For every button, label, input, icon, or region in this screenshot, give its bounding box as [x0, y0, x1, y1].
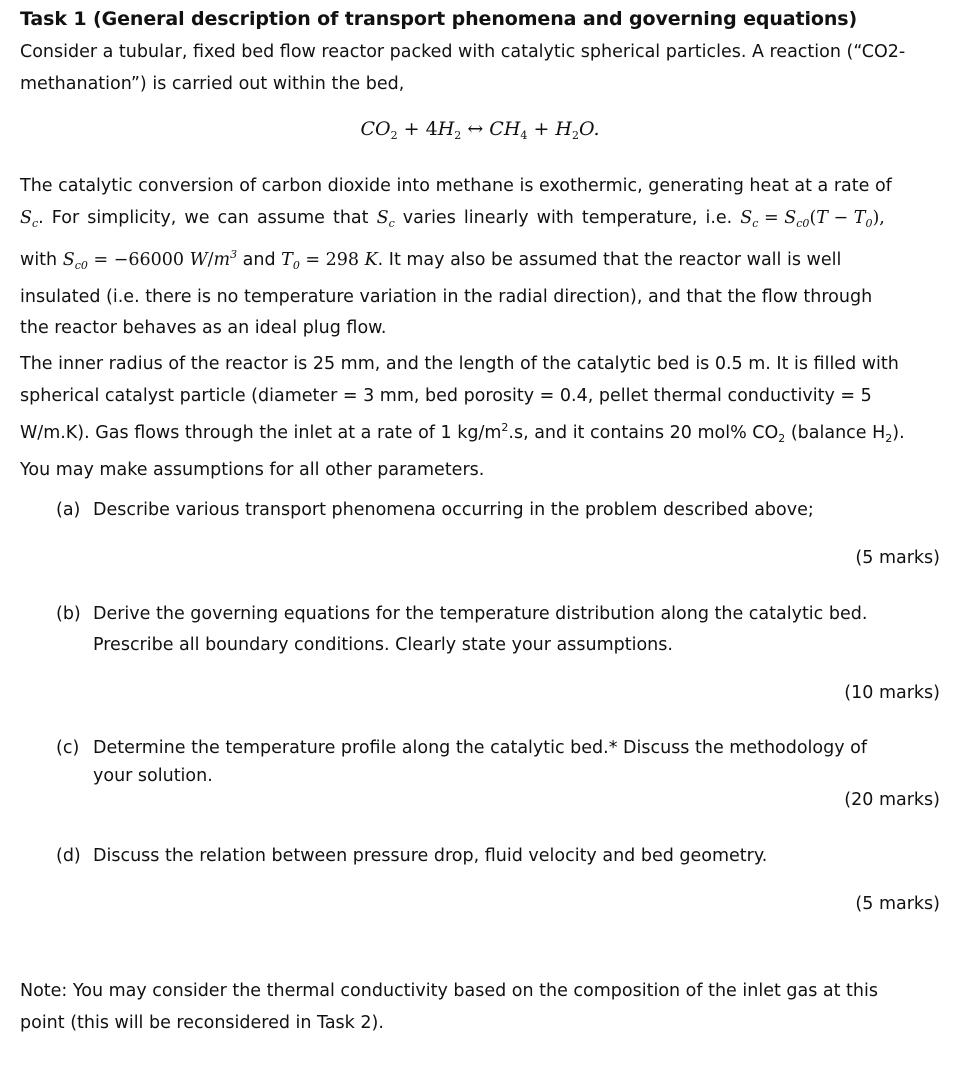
- para2-line-1: The inner radius of the reactor is 25 mm, and the length of the catalytic bed is 0.5 m. It is filled with: [20, 354, 899, 374]
- para2-line-2: spherical catalyst particle (diameter = 3 mm, bed porosity = 0.4, pellet thermal conductivity = 5: [20, 385, 872, 406]
- note-line-1: Note: You may consider the thermal conductivity based on the composition of the inlet gas at this: [20, 981, 878, 1001]
- question-d-label: (d): [56, 846, 81, 866]
- para1-line-3: with $S_{c0} = -66000$ $W/m^3$ and $T_0 = 298$ K. It may also be assumed that the reactor wall is well: [20, 248, 842, 272]
- note-paragraph: [20, 976, 940, 1039]
- question-a-text: Describe various transport phenomena occurring in the problem described above;: [93, 500, 814, 520]
- intro-paragraph: [20, 37, 940, 100]
- para1-line-4: insulated (i.e. there is no temperature variation in the radial direction), and that the flow through: [20, 286, 873, 307]
- question-b-text: Derive the governing equations for the temperature distribution along the catalytic bed. Prescribe all boundary conditions. Clearly state your assumptions.: [93, 604, 868, 655]
- question-d-marks: (5 marks): [855, 894, 940, 914]
- question-b-marks: (10 marks): [844, 683, 940, 703]
- heat-generation-paragraph: [20, 171, 940, 345]
- question-c: [56, 734, 940, 790]
- question-c-label: (c): [56, 738, 80, 758]
- question-b-label: (b): [56, 604, 81, 624]
- reaction-equation: $CO_2 + 4H_2$ ↔ $CH_4 + H_2O$.: [360, 118, 600, 142]
- intro-line-2: methanation”) is carried out within the bed,: [20, 73, 405, 94]
- question-a-label: (a): [56, 500, 81, 520]
- para2-line-3: W/m.K). Gas flows through the inlet at a rate of 1 $kg/m^2.s$, and it contains 20 mol% $CO_2$ (balance $H_2$).: [20, 421, 905, 445]
- para1-line-5: the reactor behaves as an ideal plug flow.: [20, 318, 387, 338]
- question-d-text: Discuss the relation between pressure drop, fluid velocity and bed geometry.: [93, 846, 768, 866]
- question-b: [56, 599, 940, 661]
- question-c-text: Determine the temperature profile along the catalytic bed.* Discuss the methodology of your solution.: [93, 738, 868, 786]
- note-line-2: point (this will be reconsidered in Task 2).: [20, 1012, 384, 1033]
- question-a: [56, 495, 940, 526]
- question-c-marks: (20 marks): [844, 790, 940, 810]
- para2-line-4: You may make assumptions for all other parameters.: [20, 459, 485, 480]
- para1-line-1: The catalytic conversion of carbon dioxide into methane is exothermic, generating heat at a rate of: [20, 176, 892, 196]
- task-title: Task 1 (General description of transport phenomena and governing equations): [20, 8, 858, 30]
- reactor-parameters-paragraph: [20, 349, 940, 486]
- question-a-marks: (5 marks): [855, 548, 940, 568]
- intro-line-1: Consider a tubular, fixed bed flow reactor packed with catalytic spherical particles. A reaction (“CO2-: [20, 42, 906, 62]
- question-d: [56, 841, 940, 872]
- para1-line-2: $S_c$. For simplicity, we can assume that $S_c$ varies linearly with temperature, i.e. $S_c = S_{c0}(T - T_0)$,: [20, 207, 885, 230]
